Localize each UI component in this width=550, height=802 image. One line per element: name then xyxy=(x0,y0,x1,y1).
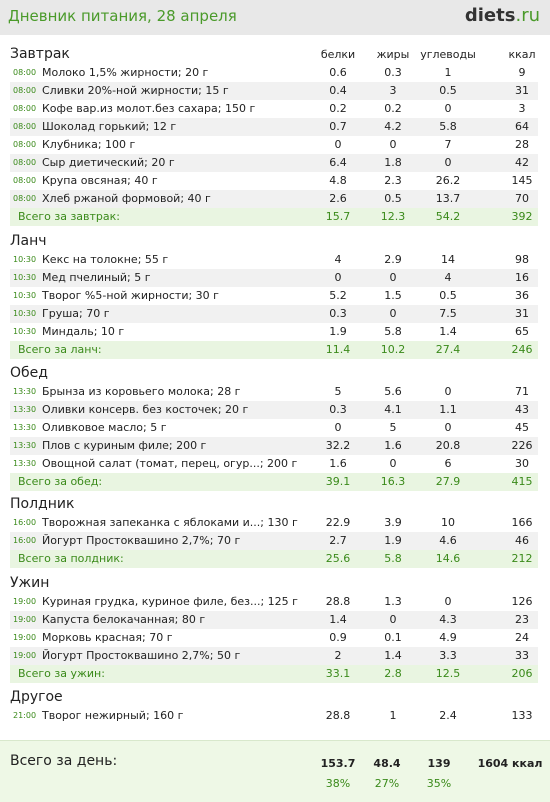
food-name: Груша; 70 г xyxy=(42,307,110,320)
food-name: Хлеб ржаной формовой; 40 г xyxy=(42,192,211,205)
food-kcal: 46 xyxy=(515,534,529,547)
food-name: Оливки консерв. без косточек; 20 г xyxy=(42,403,249,416)
food-row[interactable] xyxy=(10,172,538,190)
food-kcal: 3 xyxy=(518,102,526,115)
food-kcal: 70 xyxy=(515,192,529,205)
food-fat: 0.2 xyxy=(384,102,402,115)
meal-total-label: Всего за полдник: xyxy=(18,552,124,565)
food-row[interactable] xyxy=(10,64,538,82)
meal-total-protein: 15.7 xyxy=(325,210,351,223)
food-protein: 0.3 xyxy=(329,307,347,320)
food-carbs: 4.9 xyxy=(439,631,457,644)
day-pct-fat: 27% xyxy=(374,777,400,790)
day-pct-protein: 38% xyxy=(325,777,351,790)
food-row[interactable] xyxy=(10,305,538,323)
food-carbs: 0 xyxy=(444,595,452,608)
meal-total-kcal: 212 xyxy=(511,552,533,565)
food-name: Морковь красная; 70 г xyxy=(42,631,173,644)
food-fat: 1 xyxy=(389,709,397,722)
food-fat: 2.9 xyxy=(384,253,402,266)
food-name: Творог нежирный; 160 г xyxy=(42,709,184,722)
meal-total-row xyxy=(10,341,538,359)
food-fat: 1.3 xyxy=(384,595,402,608)
food-protein: 0 xyxy=(334,138,342,151)
food-kcal: 33 xyxy=(515,649,529,662)
food-carbs: 0.5 xyxy=(439,84,457,97)
meal-title: Ланч xyxy=(10,233,47,249)
food-kcal: 31 xyxy=(515,307,529,320)
food-carbs: 5.8 xyxy=(439,120,457,133)
food-protein: 0.9 xyxy=(329,631,347,644)
food-time: 19:00 xyxy=(13,651,37,660)
food-fat: 0.3 xyxy=(384,66,402,79)
food-protein: 0 xyxy=(334,421,342,434)
meal-title: Ужин xyxy=(10,575,50,591)
page-header xyxy=(0,0,550,35)
column-header-protein: белки xyxy=(320,48,356,61)
logo-tld: .ru xyxy=(515,5,540,26)
food-time: 10:30 xyxy=(13,255,37,264)
day-total-carbs: 139 xyxy=(427,757,451,770)
food-carbs: 6 xyxy=(444,457,452,470)
food-kcal: 133 xyxy=(511,709,533,722)
food-name: Плов с куриным филе; 200 г xyxy=(42,439,207,452)
food-protein: 0.6 xyxy=(329,66,347,79)
food-name: Молоко 1,5% жирности; 20 г xyxy=(42,66,209,79)
food-time: 13:30 xyxy=(13,423,37,432)
food-row[interactable] xyxy=(10,401,538,419)
food-kcal: 98 xyxy=(515,253,529,266)
food-name: Творог %5-ной жирности; 30 г xyxy=(42,289,219,302)
food-kcal: 145 xyxy=(511,174,533,187)
meal-total-carbs: 14.6 xyxy=(435,552,461,565)
meal-total-row xyxy=(10,208,538,226)
food-carbs: 1.4 xyxy=(439,325,457,338)
day-total-protein: 153.7 xyxy=(320,757,356,770)
food-carbs: 0.5 xyxy=(439,289,457,302)
column-header-kcal: ккал xyxy=(508,48,536,61)
day-total-kcal: 1604 ккал xyxy=(477,757,543,770)
meal-total-kcal: 206 xyxy=(511,667,533,680)
meal-total-kcal: 246 xyxy=(511,343,533,356)
food-protein: 0 xyxy=(334,271,342,284)
food-kcal: 166 xyxy=(511,516,533,529)
food-row[interactable] xyxy=(10,100,538,118)
food-protein: 32.2 xyxy=(325,439,351,452)
day-total-label: Всего за день: xyxy=(10,753,118,769)
food-name: Творожная запеканка с яблоками и...; 130 г xyxy=(42,516,298,529)
food-carbs: 13.7 xyxy=(435,192,461,205)
column-header-fat: жиры xyxy=(376,48,410,61)
food-time: 13:30 xyxy=(13,459,37,468)
food-kcal: 45 xyxy=(515,421,529,434)
food-time: 13:30 xyxy=(13,405,37,414)
food-protein: 0.7 xyxy=(329,120,347,133)
food-name: Крупа овсяная; 40 г xyxy=(42,174,158,187)
food-row[interactable] xyxy=(10,118,538,136)
food-kcal: 43 xyxy=(515,403,529,416)
food-carbs: 2.4 xyxy=(439,709,457,722)
food-name: Овощной салат (томат, перец, огур...; 200 г xyxy=(42,457,298,470)
food-carbs: 14 xyxy=(441,253,455,266)
food-fat: 5 xyxy=(389,421,397,434)
food-name: Мед пчелиный; 5 г xyxy=(42,271,151,284)
food-row[interactable] xyxy=(10,251,538,269)
food-fat: 0 xyxy=(389,271,397,284)
food-row[interactable] xyxy=(10,82,538,100)
food-carbs: 20.8 xyxy=(435,439,461,452)
food-time: 10:30 xyxy=(13,327,37,336)
food-kcal: 23 xyxy=(515,613,529,626)
column-header-carbs: углеводы xyxy=(420,48,476,61)
food-time: 08:00 xyxy=(13,122,37,131)
food-carbs: 0 xyxy=(444,102,452,115)
food-row[interactable] xyxy=(10,611,538,629)
food-kcal: 71 xyxy=(515,385,529,398)
day-total-fat: 48.4 xyxy=(373,757,401,770)
meal-total-fat: 5.8 xyxy=(384,552,402,565)
meal-total-carbs: 12.5 xyxy=(435,667,461,680)
food-carbs: 0 xyxy=(444,156,452,169)
food-time: 16:00 xyxy=(13,518,37,527)
food-kcal: 226 xyxy=(511,439,533,452)
meal-total-protein: 11.4 xyxy=(325,343,351,356)
meal-total-carbs: 54.2 xyxy=(435,210,461,223)
food-row[interactable] xyxy=(10,323,538,341)
meal-total-carbs: 27.9 xyxy=(435,475,461,488)
food-kcal: 64 xyxy=(515,120,529,133)
food-carbs: 4 xyxy=(444,271,452,284)
food-row[interactable] xyxy=(10,593,538,611)
meal-total-kcal: 415 xyxy=(511,475,533,488)
food-kcal: 9 xyxy=(518,66,526,79)
food-carbs: 4.6 xyxy=(439,534,457,547)
food-row[interactable] xyxy=(10,455,538,473)
day-total-panel xyxy=(0,740,550,802)
food-fat: 5.8 xyxy=(384,325,402,338)
food-protein: 5.2 xyxy=(329,289,347,302)
food-protein: 0.4 xyxy=(329,84,347,97)
meal-title: Другое xyxy=(10,689,63,705)
food-name: Сыр диетический; 20 г xyxy=(42,156,175,169)
food-time: 08:00 xyxy=(13,104,37,113)
food-name: Брынза из коровьего молока; 28 г xyxy=(42,385,241,398)
food-fat: 3.9 xyxy=(384,516,402,529)
food-name: Сливки 20%-ной жирности; 15 г xyxy=(42,84,229,97)
food-protein: 4.8 xyxy=(329,174,347,187)
meal-total-label: Всего за ужин: xyxy=(18,667,105,680)
food-kcal: 36 xyxy=(515,289,529,302)
food-row[interactable] xyxy=(10,190,538,208)
day-pct-carbs: 35% xyxy=(426,777,452,790)
food-protein: 2.7 xyxy=(329,534,347,547)
food-kcal: 126 xyxy=(511,595,533,608)
meal-total-fat: 2.8 xyxy=(384,667,402,680)
food-kcal: 24 xyxy=(515,631,529,644)
food-time: 19:00 xyxy=(13,633,37,642)
food-name: Клубника; 100 г xyxy=(42,138,136,151)
food-fat: 1.4 xyxy=(384,649,402,662)
food-fat: 1.5 xyxy=(384,289,402,302)
food-fat: 1.9 xyxy=(384,534,402,547)
food-carbs: 7.5 xyxy=(439,307,457,320)
meal-total-label: Всего за ланч: xyxy=(18,343,102,356)
food-kcal: 42 xyxy=(515,156,529,169)
food-name: Оливковое масло; 5 г xyxy=(42,421,167,434)
meal-total-label: Всего за обед: xyxy=(18,475,103,488)
food-protein: 1.6 xyxy=(329,457,347,470)
food-fat: 0 xyxy=(389,613,397,626)
food-row[interactable] xyxy=(10,287,538,305)
food-protein: 0.3 xyxy=(329,403,347,416)
food-time: 10:30 xyxy=(13,291,37,300)
food-protein: 28.8 xyxy=(325,595,351,608)
food-carbs: 1 xyxy=(444,66,452,79)
meal-title: Полдник xyxy=(10,496,75,512)
food-fat: 4.2 xyxy=(384,120,402,133)
food-row[interactable] xyxy=(10,647,538,665)
meal-total-row xyxy=(10,550,538,568)
food-name: Йогурт Простоквашино 2,7%; 50 г xyxy=(42,649,241,662)
food-carbs: 3.3 xyxy=(439,649,457,662)
food-time: 10:30 xyxy=(13,273,37,282)
food-protein: 0.2 xyxy=(329,102,347,115)
food-name: Кофе вар.из молот.без сахара; 150 г xyxy=(42,102,256,115)
food-kcal: 31 xyxy=(515,84,529,97)
food-protein: 28.8 xyxy=(325,709,351,722)
food-protein: 5 xyxy=(334,385,342,398)
meal-title: Завтрак xyxy=(10,46,70,62)
food-carbs: 0 xyxy=(444,421,452,434)
meal-total-fat: 16.3 xyxy=(380,475,406,488)
food-row[interactable] xyxy=(10,707,538,725)
food-row[interactable] xyxy=(10,532,538,550)
food-row[interactable] xyxy=(10,136,538,154)
meal-total-kcal: 392 xyxy=(511,210,533,223)
page-title: Дневник питания, 28 апреля xyxy=(8,7,237,25)
food-fat: 1.8 xyxy=(384,156,402,169)
food-time: 13:30 xyxy=(13,441,37,450)
food-protein: 6.4 xyxy=(329,156,347,169)
meal-total-protein: 39.1 xyxy=(325,475,351,488)
food-carbs: 7 xyxy=(444,138,452,151)
food-time: 08:00 xyxy=(13,194,37,203)
food-carbs: 1.1 xyxy=(439,403,457,416)
food-time: 08:00 xyxy=(13,176,37,185)
food-carbs: 10 xyxy=(441,516,455,529)
food-fat: 4.1 xyxy=(384,403,402,416)
food-fat: 1.6 xyxy=(384,439,402,452)
food-row[interactable] xyxy=(10,383,538,401)
food-protein: 1.4 xyxy=(329,613,347,626)
food-time: 08:00 xyxy=(13,140,37,149)
food-time: 13:30 xyxy=(13,387,37,396)
food-time: 19:00 xyxy=(13,615,37,624)
food-carbs: 0 xyxy=(444,385,452,398)
food-fat: 0 xyxy=(389,457,397,470)
meal-total-fat: 12.3 xyxy=(380,210,406,223)
food-kcal: 65 xyxy=(515,325,529,338)
food-carbs: 4.3 xyxy=(439,613,457,626)
site-logo[interactable] xyxy=(465,5,540,26)
meal-title: Обед xyxy=(10,365,48,381)
food-row[interactable] xyxy=(10,437,538,455)
food-fat: 2.3 xyxy=(384,174,402,187)
food-name: Капуста белокачанная; 80 г xyxy=(42,613,206,626)
food-protein: 4 xyxy=(334,253,342,266)
food-name: Йогурт Простоквашино 2,7%; 70 г xyxy=(42,534,241,547)
food-fat: 0 xyxy=(389,138,397,151)
food-fat: 0.5 xyxy=(384,192,402,205)
food-row[interactable] xyxy=(10,154,538,172)
food-time: 08:00 xyxy=(13,68,37,77)
food-row[interactable] xyxy=(10,269,538,287)
food-kcal: 16 xyxy=(515,271,529,284)
food-time: 10:30 xyxy=(13,309,37,318)
food-time: 08:00 xyxy=(13,158,37,167)
food-protein: 2 xyxy=(334,649,342,662)
food-time: 21:00 xyxy=(13,711,37,720)
food-fat: 3 xyxy=(389,84,397,97)
food-time: 16:00 xyxy=(13,536,37,545)
food-protein: 2.6 xyxy=(329,192,347,205)
food-row[interactable] xyxy=(10,419,538,437)
meal-total-protein: 33.1 xyxy=(325,667,351,680)
meal-total-label: Всего за завтрак: xyxy=(18,210,121,223)
food-kcal: 28 xyxy=(515,138,529,151)
food-row[interactable] xyxy=(10,629,538,647)
food-protein: 22.9 xyxy=(325,516,351,529)
food-name: Миндаль; 10 г xyxy=(42,325,125,338)
food-kcal: 30 xyxy=(515,457,529,470)
food-fat: 5.6 xyxy=(384,385,402,398)
food-fat: 0 xyxy=(389,307,397,320)
food-time: 08:00 xyxy=(13,86,37,95)
food-name: Шоколад горький; 12 г xyxy=(42,120,177,133)
food-protein: 1.9 xyxy=(329,325,347,338)
meal-total-protein: 25.6 xyxy=(325,552,351,565)
food-time: 19:00 xyxy=(13,597,37,606)
food-fat: 0.1 xyxy=(384,631,402,644)
logo-main: diets xyxy=(464,5,516,26)
food-carbs: 26.2 xyxy=(435,174,461,187)
meal-total-row xyxy=(10,473,538,491)
food-name: Куриная грудка, куриное филе, без...; 125 г xyxy=(42,595,298,608)
meal-total-fat: 10.2 xyxy=(380,343,406,356)
meal-total-carbs: 27.4 xyxy=(435,343,461,356)
meal-total-row xyxy=(10,665,538,683)
food-name: Кекс на толокне; 55 г xyxy=(42,253,169,266)
food-row[interactable] xyxy=(10,514,538,532)
